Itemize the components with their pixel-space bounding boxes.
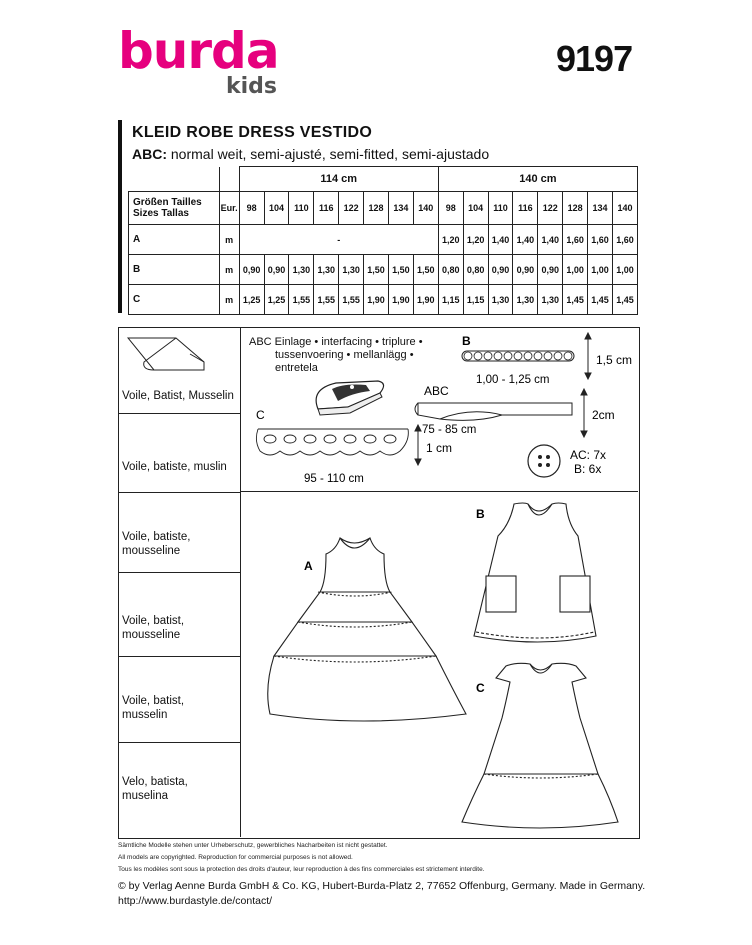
yardage-cell: 1,00 xyxy=(613,255,638,285)
unit-label: m xyxy=(219,285,239,315)
yardage-cell: 1,55 xyxy=(289,285,314,315)
iron-icon xyxy=(316,381,383,415)
view-b-label: B xyxy=(476,507,485,521)
page-title: KLEID ROBE DRESS VESTIDO xyxy=(132,124,373,141)
fabric-swatch-icon xyxy=(124,334,208,374)
view-c-label: C xyxy=(129,285,220,315)
yardage-cell: 1,60 xyxy=(613,225,638,255)
divider xyxy=(118,572,240,573)
view-c-label: C xyxy=(476,681,485,695)
yardage-cell: 1,30 xyxy=(289,255,314,285)
fabric-width-140: 140 cm xyxy=(438,167,637,192)
yardage-cell: 1,90 xyxy=(413,285,438,315)
lace-c-width: 1 cm xyxy=(426,441,453,455)
fabric-width-114: 114 cm xyxy=(239,167,438,192)
yardage-cell: 1,30 xyxy=(339,255,364,285)
yardage-cell: 0,80 xyxy=(438,255,463,285)
size-98: 98 xyxy=(239,192,264,225)
view-a-label: A xyxy=(304,559,313,573)
yardage-cell: 0,90 xyxy=(488,255,513,285)
yardage-cell: 1,15 xyxy=(463,285,488,315)
fabric-column xyxy=(118,327,241,837)
divider xyxy=(118,413,240,414)
divider xyxy=(118,742,240,743)
size-134: 134 xyxy=(588,192,613,225)
yardage-cell: 0,90 xyxy=(239,255,264,285)
burda-logo: burda xyxy=(118,22,279,80)
fit-text: normal weit, semi-ajusté, semi-fitted, semi-ajustado xyxy=(167,146,490,162)
interfacing-line-3: entretela xyxy=(275,362,318,374)
yardage-cell: 1,40 xyxy=(513,225,538,255)
notions-illustrations xyxy=(240,327,638,491)
yardage-cell: 1,30 xyxy=(538,285,563,315)
size-128: 128 xyxy=(364,192,389,225)
size-116: 116 xyxy=(314,192,339,225)
fabric-en: Voile, batiste, muslin xyxy=(122,461,227,473)
view-b-label: B xyxy=(129,255,220,285)
fit-description xyxy=(132,146,489,162)
size-140: 140 xyxy=(413,192,438,225)
dress-c-drawing xyxy=(462,663,618,828)
footer-url[interactable]: http://www.burdastyle.de/contact/ xyxy=(118,895,273,907)
eur-label: Eur. xyxy=(219,192,239,225)
yardage-cell: 1,55 xyxy=(314,285,339,315)
yardage-cell: 1,60 xyxy=(563,225,588,255)
bias-tape-length: 75 - 85 cm xyxy=(422,424,477,436)
kids-logo: kids xyxy=(226,74,278,99)
interfacing-line-1: ABC Einlage • interfacing • triplure • xyxy=(249,336,423,348)
size-128: 128 xyxy=(563,192,588,225)
size-98: 98 xyxy=(438,192,463,225)
size-140: 140 xyxy=(613,192,638,225)
size-104: 104 xyxy=(264,192,289,225)
yardage-cell: 1,50 xyxy=(364,255,389,285)
size-116: 116 xyxy=(513,192,538,225)
yardage-cell: 0,90 xyxy=(513,255,538,285)
divider xyxy=(118,656,240,657)
yardage-cell: 1,20 xyxy=(438,225,463,255)
divider xyxy=(118,492,240,493)
size-104: 104 xyxy=(463,192,488,225)
lace-b-length: 1,00 - 1,25 cm xyxy=(476,374,550,386)
footer-copyright-en: All models are copyrighted. Reproduction for commercial purposes is not allowed. xyxy=(118,854,353,861)
lace-c-length: 95 - 110 cm xyxy=(304,473,364,485)
footer-copyright-fr: Tous les modèles sont sous la protection des droits d'auteur, leur reproduction à des fins commerciales est strictement interdite. xyxy=(118,866,485,873)
table-corner xyxy=(129,167,220,192)
bias-tape-width: 2cm xyxy=(592,408,615,422)
yardage-cell: 1,40 xyxy=(488,225,513,255)
fabric-de: Voile, Batist, Musselin xyxy=(122,390,234,402)
size-label-de-fr: Größen Tailles xyxy=(133,197,202,208)
view-a-label: A xyxy=(129,225,220,255)
fabric-fr: Voile, batiste, mousseline xyxy=(122,531,191,557)
yardage-cell: 1,40 xyxy=(538,225,563,255)
yardage-cell: 1,50 xyxy=(388,255,413,285)
yardage-cell: 1,25 xyxy=(264,285,289,315)
size-header-label xyxy=(129,192,220,225)
title-bar-divider xyxy=(118,120,122,313)
yardage-cell: 1,45 xyxy=(613,285,638,315)
yardage-cell: 1,25 xyxy=(239,285,264,315)
yardage-cell: 1,30 xyxy=(513,285,538,315)
garment-illustrations xyxy=(240,492,638,837)
lace-b-width-arrow xyxy=(585,333,591,379)
interfacing-line-2: tussenvoering • mellanlägg • xyxy=(275,349,414,361)
yardage-cell: 1,45 xyxy=(563,285,588,315)
lace-c-label: C xyxy=(256,408,265,422)
yardage-cell: 1,00 xyxy=(563,255,588,285)
table-corner-unit xyxy=(219,167,239,192)
yardage-cell: 1,20 xyxy=(463,225,488,255)
lace-b-label: B xyxy=(462,334,471,348)
footer-copyright-de: Sämtliche Modelle stehen unter Urheberschutz, gewerbliches Nacharbeiten ist nicht gestattet. xyxy=(118,842,388,849)
fabric-nl: Voile, batist, mousseline xyxy=(122,615,185,641)
size-122: 122 xyxy=(538,192,563,225)
yardage-cell: 1,15 xyxy=(438,285,463,315)
yardage-cell: 1,45 xyxy=(588,285,613,315)
yardage-cell: 1,55 xyxy=(339,285,364,315)
yardage-cell: 1,00 xyxy=(588,255,613,285)
bias-tape-width-arrow xyxy=(581,389,587,437)
unit-label: m xyxy=(219,255,239,285)
button-qty-ac: AC: 7x xyxy=(570,448,607,462)
button-qty-b: B: 6x xyxy=(574,462,602,476)
bias-tape-label: ABC xyxy=(424,384,449,398)
yardage-cell: 1,30 xyxy=(488,285,513,315)
lace-c-width-arrow xyxy=(415,425,421,465)
size-label-en-es: Sizes Tallas xyxy=(133,208,189,219)
yardage-cell: 0,90 xyxy=(264,255,289,285)
yardage-cell: 1,30 xyxy=(314,255,339,285)
lace-b-icon xyxy=(462,351,574,361)
fabric-es: Velo, batista, muselina xyxy=(122,776,188,802)
dress-b-drawing xyxy=(474,503,596,642)
size-134: 134 xyxy=(388,192,413,225)
pattern-number: 9197 xyxy=(556,38,633,79)
yardage-cell: 1,50 xyxy=(413,255,438,285)
yardage-cell: 0,90 xyxy=(538,255,563,285)
button-icon xyxy=(528,445,560,477)
yardage-cell: 0,80 xyxy=(463,255,488,285)
size-122: 122 xyxy=(339,192,364,225)
size-110: 110 xyxy=(488,192,513,225)
footer-publisher: © by Verlag Aenne Burda GmbH & Co. KG, Hubert-Burda-Platz 2, 77652 Offenburg, Germany. Made in Germany. xyxy=(118,880,646,892)
size-110: 110 xyxy=(289,192,314,225)
fit-views-label: ABC: xyxy=(132,146,167,162)
fabric-sv: Voile, batist, musselin xyxy=(122,695,185,721)
bias-tape-icon xyxy=(415,403,572,420)
lace-c-icon xyxy=(256,429,408,455)
view-a-114-na: - xyxy=(239,225,438,255)
unit-label: m xyxy=(219,225,239,255)
dress-a-drawing xyxy=(268,538,466,721)
yardage-cell: 1,90 xyxy=(364,285,389,315)
lace-b-width: 1,5 cm xyxy=(596,353,633,367)
yardage-cell: 1,90 xyxy=(388,285,413,315)
yardage-cell: 1,60 xyxy=(588,225,613,255)
yardage-table xyxy=(128,166,638,315)
